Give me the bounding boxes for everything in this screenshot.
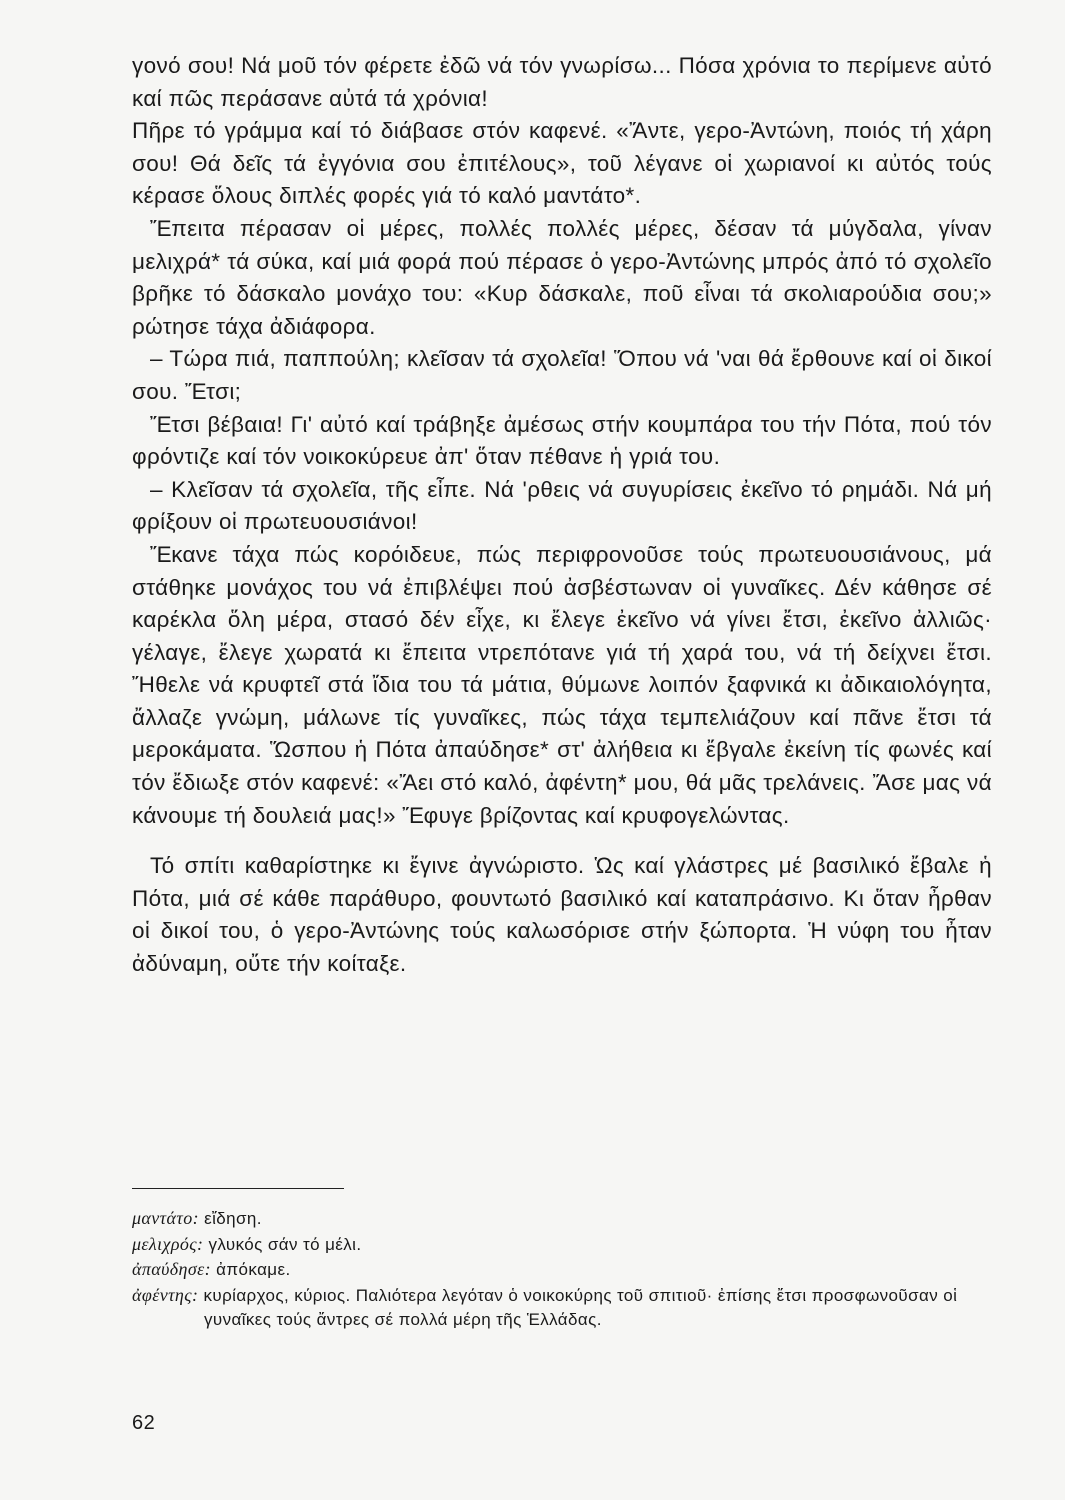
dialogue-paragraph: – Κλεῖσαν τά σχολεῖα, τῆς εἶπε. Νά 'ρθεις νά συγυρίσεις ἐκεῖνο τό ρημάδι. Νά μή φρίξουν οἱ πρωτευουσιάνοι!: [132, 476, 992, 535]
footnote-term: ἀφέντης:: [132, 1284, 199, 1305]
footnote: [132, 1232, 1002, 1258]
main-text: [132, 50, 992, 981]
paragraph: Τό σπίτι καθαρίστηκε κι ἔγινε ἀγνώριστο. Ὡς καί γλάστρες μέ βασιλικό ἔβαλε ἡ Πότα, μιά σέ κάθε παράθυρο, φουντωτό βασιλικό καί καταπράσινο. Κι ὅταν ἦρθαν οἱ δικοί του, ὁ γερο-Ἀντώνης τούς καλωσόρισε στήν ξώπορτα. Ἡ νύφη του ἦταν ἀδύναμη, οὔτε τήν κοίταξε.: [132, 853, 992, 977]
footnote: [132, 1206, 1002, 1232]
footnote: [132, 1283, 1002, 1333]
footnote-definition: ἀπόκαμε.: [216, 1260, 291, 1279]
footnote-definition: γλυκός σάν τό μέλι.: [208, 1234, 362, 1254]
footnotes: [132, 1206, 1002, 1333]
footnote-divider: [132, 1188, 344, 1189]
footnote-term: ἀπαύδησε:: [132, 1259, 212, 1279]
paragraph: Ἔκανε τάχα πώς κορόιδευε, πώς περιφρονοῦσε τούς πρωτευουσιάνους, μά στάθηκε μονάχος του νά ἐπιβλέψει πού ἀσβέστωναν οἱ γυναῖκες. Δέν κάθησε σέ καρέκλα ὅλη μέρα, στασό δέν εἶχε, κι ἔλεγε ἐκεῖνο νά γίνει ἔτσι, ἐκεῖνο ἀλλιῶς· γέλαγε, ἔλεγε χωρατά κι ἔπειτα ντρεπότανε γιά τή χαρά του, νά τή δείχνει ἔτσι. Ἤθελε νά κρυφτεῖ στά ἴδια του τά μάτια, θύμωνε λοιπόν ξαφνικά κι ἀδικαιολόγητα, ἄλλαζε γνώμη, μάλωνε τίς γυναῖκες, πώς τάχα τεμπελιάζουν καί πᾶνε ἔτσι τά μεροκάματα. Ὥσπου ἡ Πότα ἀπαύδησε* στ' ἀλήθεια κι ἔβγαλε ἐκείνη τίς φωνές καί τόν ἔδιωξε στόν καφενέ: «Ἄει στό καλό, ἀφέντη* μου, θά μᾶς τρελάνεις. Ἄσε μας νά κάνουμε τή δουλειά μας!» Ἔφυγε βρίζοντας καί κρυφογελώντας.: [132, 541, 992, 828]
paragraph: γονό σου! Νά μοῦ τόν φέρετε ἐδῶ νά τόν γνωρίσω... Πόσα χρόνια το περίμενε αὐτό καί πῶς περάσανε αὐτά τά χρόνια!: [132, 53, 992, 111]
footnote-term: μαντάτο:: [132, 1208, 199, 1228]
paragraph: Πῆρε τό γράμμα καί τό διάβασε στόν καφενέ. «Ἄντε, γερο-Ἀντώνη, ποιός τή χάρη σου! Θά δεῖς τά ἐγγόνια σου ἐπιτέλους», τοῦ λέγανε οἱ χωριανοί κι αὐτός τούς κέρασε ὅλους διπλές φορές γιά τό καλό μαντάτο*.: [132, 118, 992, 209]
page-number: 62: [132, 1412, 156, 1434]
footnote-term: μελιχρός:: [132, 1233, 204, 1254]
dialogue-paragraph: – Τώρα πιά, παππούλη; κλεῖσαν τά σχολεῖα! Ὅπου νά 'ναι θά ἔρθουνε καί οἱ δικοί σου. Ἔτσι;: [132, 346, 992, 404]
footnote-definition: κυρίαρχος, κύριος. Παλιότερα λεγόταν ὁ νοικοκύρης τοῦ σπιτιοῦ· ἐπίσης ἔτσι προσφωνοῦσαν οἱ γυναῖκες τούς ἄντρες σέ πολλά μέρη τῆς Ἑλλάδας.: [203, 1285, 958, 1329]
paragraph: Ἔτσι βέβαια! Γι' αὐτό καί τράβηξε ἀμέσως στήν κουμπάρα του τήν Πότα, πού τόν φρόντιζε καί τόν νοικοκύρευε ἀπ' ὅταν πέθανε ἡ γριά του.: [132, 411, 992, 470]
footnote-definition: εἴδηση.: [204, 1209, 262, 1228]
paragraph: Ἔπειτα πέρασαν οἱ μέρες, πολλές πολλές μέρες, δέσαν τά μύγδαλα, γίναν μελιχρά* τά σύκα, καί μιά φορά πού πέρασε ὁ γερο-Ἀντώνης μπρός ἀπό τό σχολεῖο βρῆκε τό δάσκαλο μονάχο του: «Κυρ δάσκαλε, ποῦ εἶναι τά σκολιαρούδια σου;» ρώτησε τάχα ἀδιάφορα.: [132, 215, 992, 339]
footnote: [132, 1257, 1002, 1283]
